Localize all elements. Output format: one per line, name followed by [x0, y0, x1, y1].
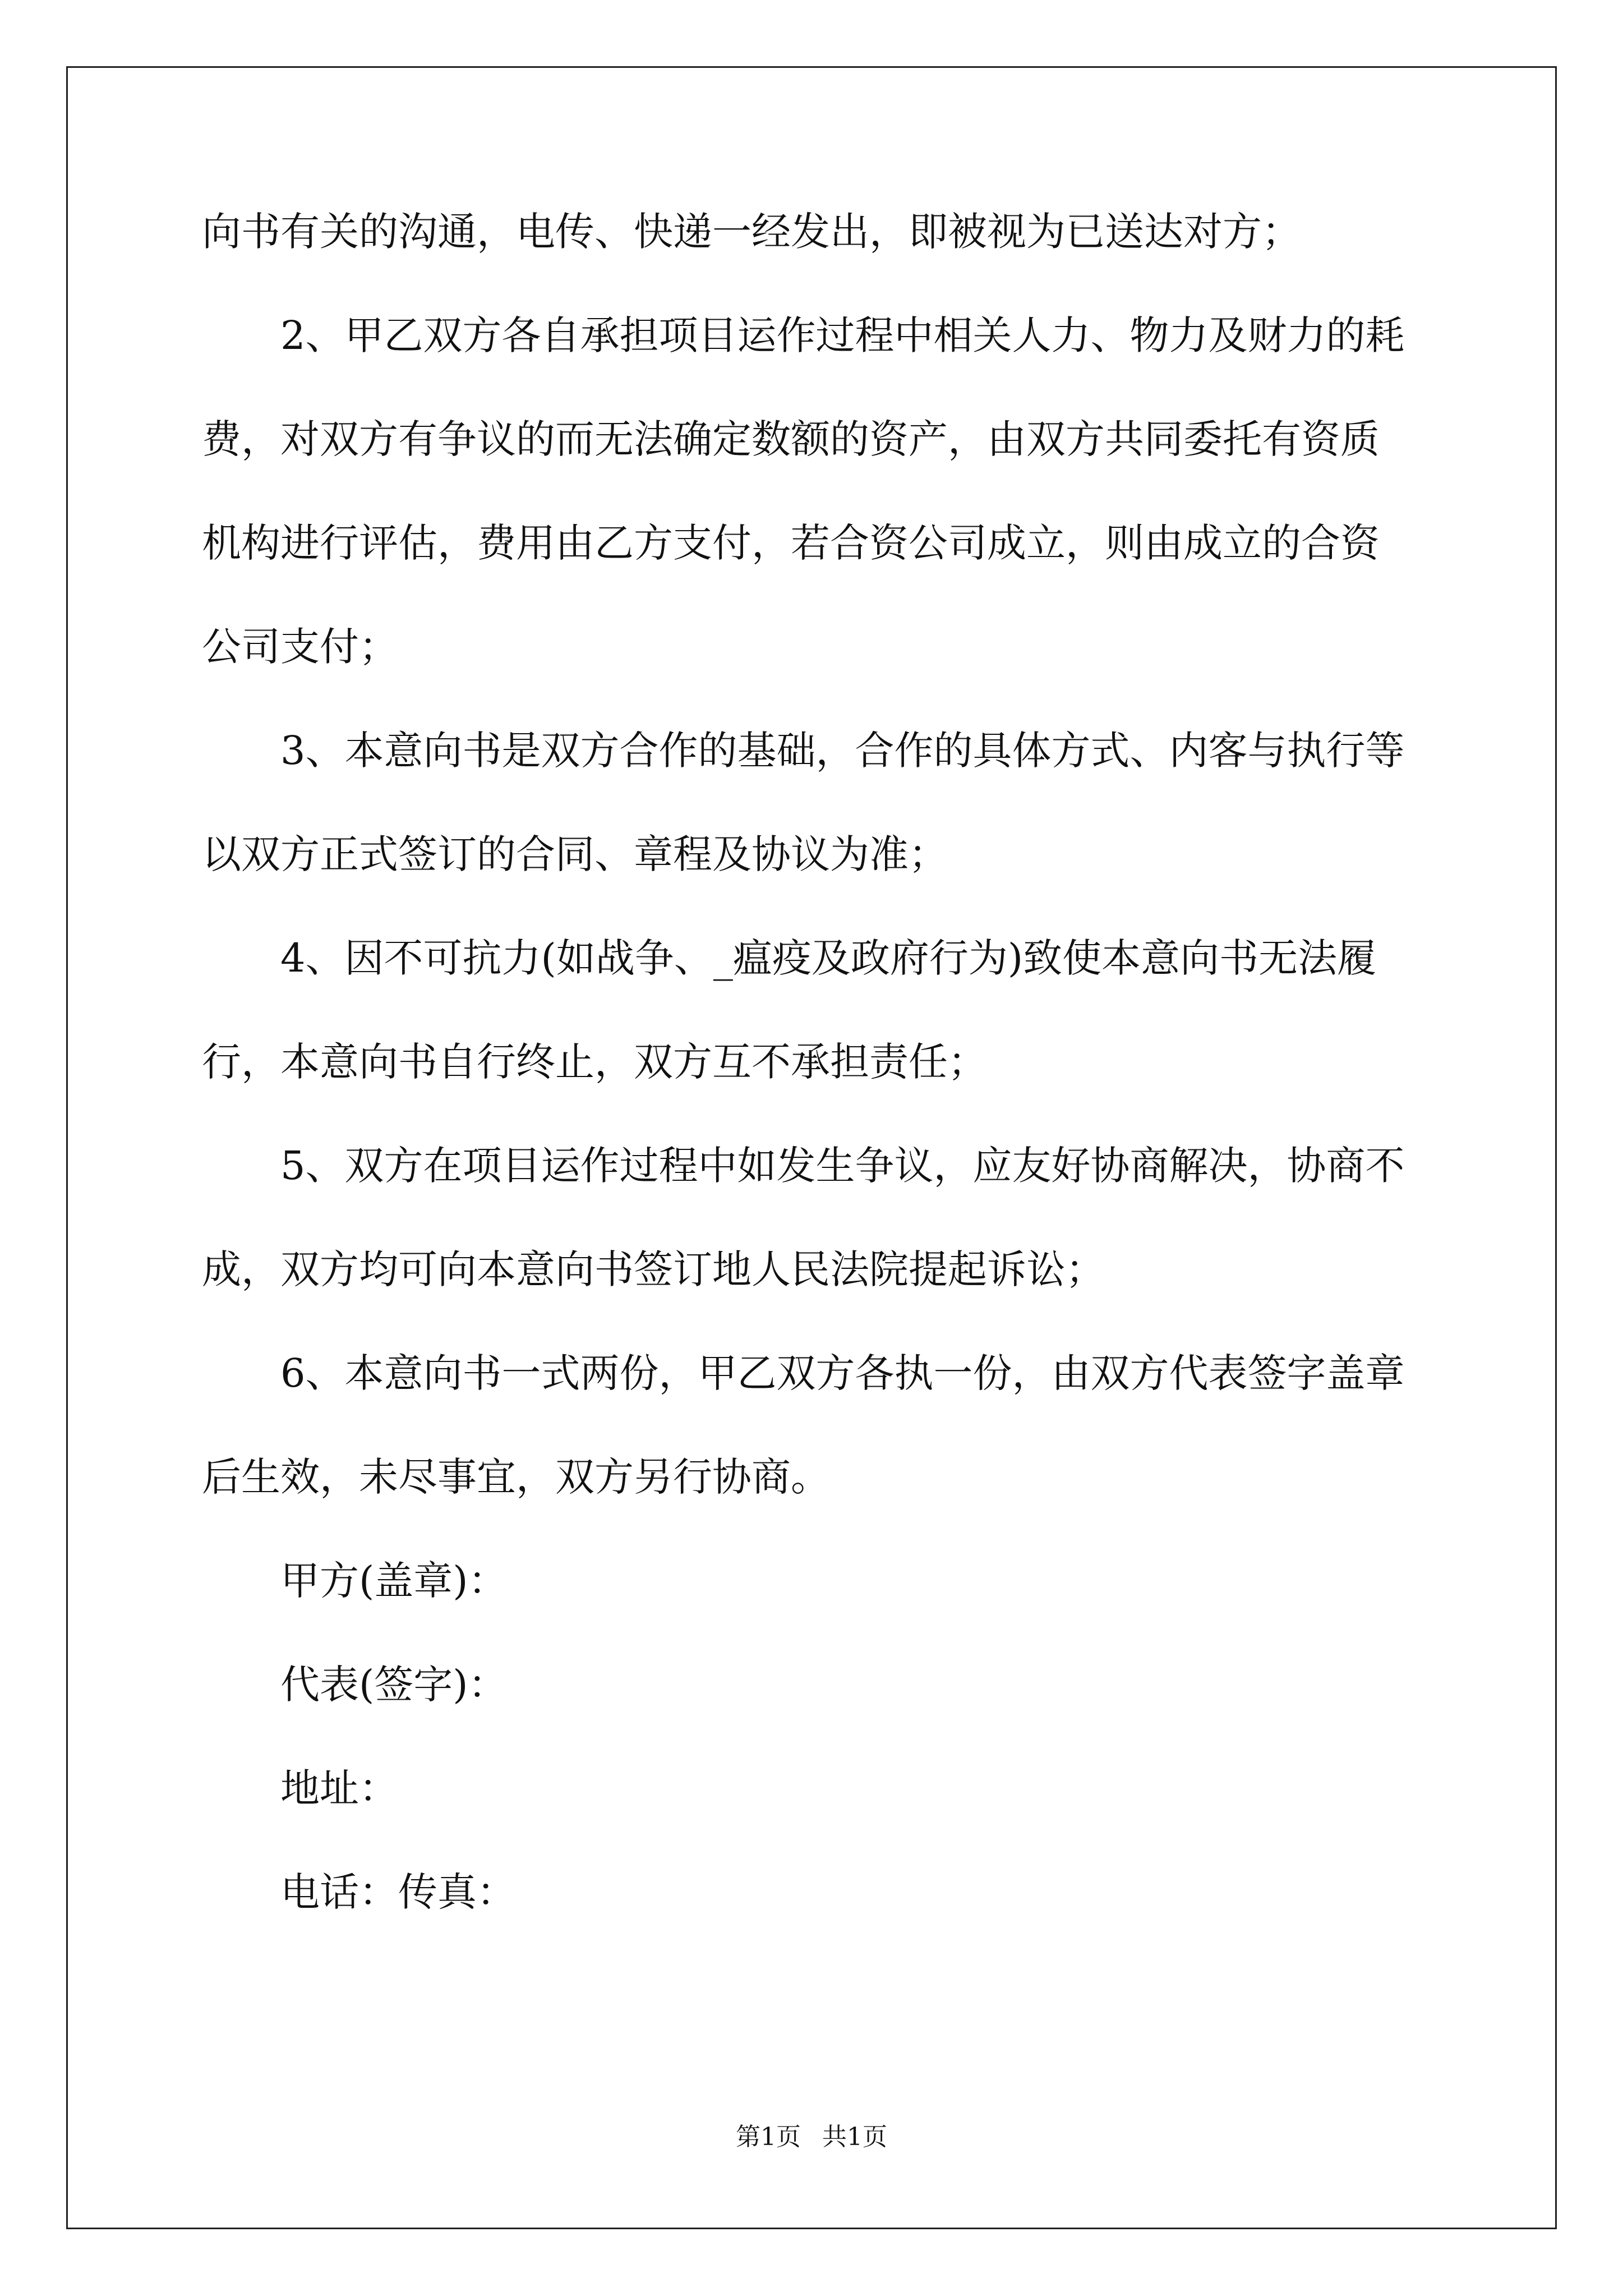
text-line: 向书有关的沟通，电传、快递一经发出，即被视为已送达对方；	[202, 209, 1301, 255]
clause-6-line-1: 6、本意向书一式两份，甲乙双方各执一份，由双方代表签字盖章	[280, 1350, 1405, 1396]
clause-6-line-2: 后生效，未尽事宜，双方另行协商。	[202, 1454, 830, 1500]
clause-3-line-1: 3、本意向书是双方合作的基础，合作的具体方式、内客与执行等	[280, 728, 1405, 774]
clause-5-line-2: 成，双方均可向本意向书签订地人民法院提起诉讼；	[202, 1246, 1105, 1292]
address-label: 地址：	[280, 1765, 398, 1811]
phone-fax-label: 电话：传真：	[280, 1869, 516, 1915]
page-footer	[0, 2120, 1623, 2154]
clause-2-line-4: 公司支付；	[202, 624, 398, 670]
party-a-seal-label: 甲方(盖章)：	[280, 1558, 508, 1604]
clause-4-line-2: 行，本意向书自行终止，双方互不承担责任；	[202, 1039, 987, 1085]
representative-signature-label: 代表(签字)：	[280, 1662, 508, 1708]
clause-2-line-1: 2、甲乙双方各自承担项目运作过程中相关人力、物力及财力的耗	[280, 312, 1405, 358]
clause-2-line-3: 机构进行评估，费用由乙方支付，若合资公司成立，则由成立的合资	[202, 520, 1380, 566]
clause-5-line-1: 5、双方在项目运作过程中如发生争议，应友好协商解决，协商不	[280, 1143, 1405, 1189]
clause-3-line-2: 以双方正式签订的合同、章程及协议为准；	[202, 831, 948, 877]
page-number-total: 共1页	[822, 2123, 887, 2151]
page-number-current: 第1页	[736, 2123, 801, 2151]
clause-2-line-2: 费，对双方有争议的而无法确定数额的资产，由双方共同委托有资质	[202, 416, 1380, 462]
clause-4-line-1: 4、因不可抗力(如战争、_瘟疫及政府行为)致使本意向书无法履	[280, 935, 1377, 981]
